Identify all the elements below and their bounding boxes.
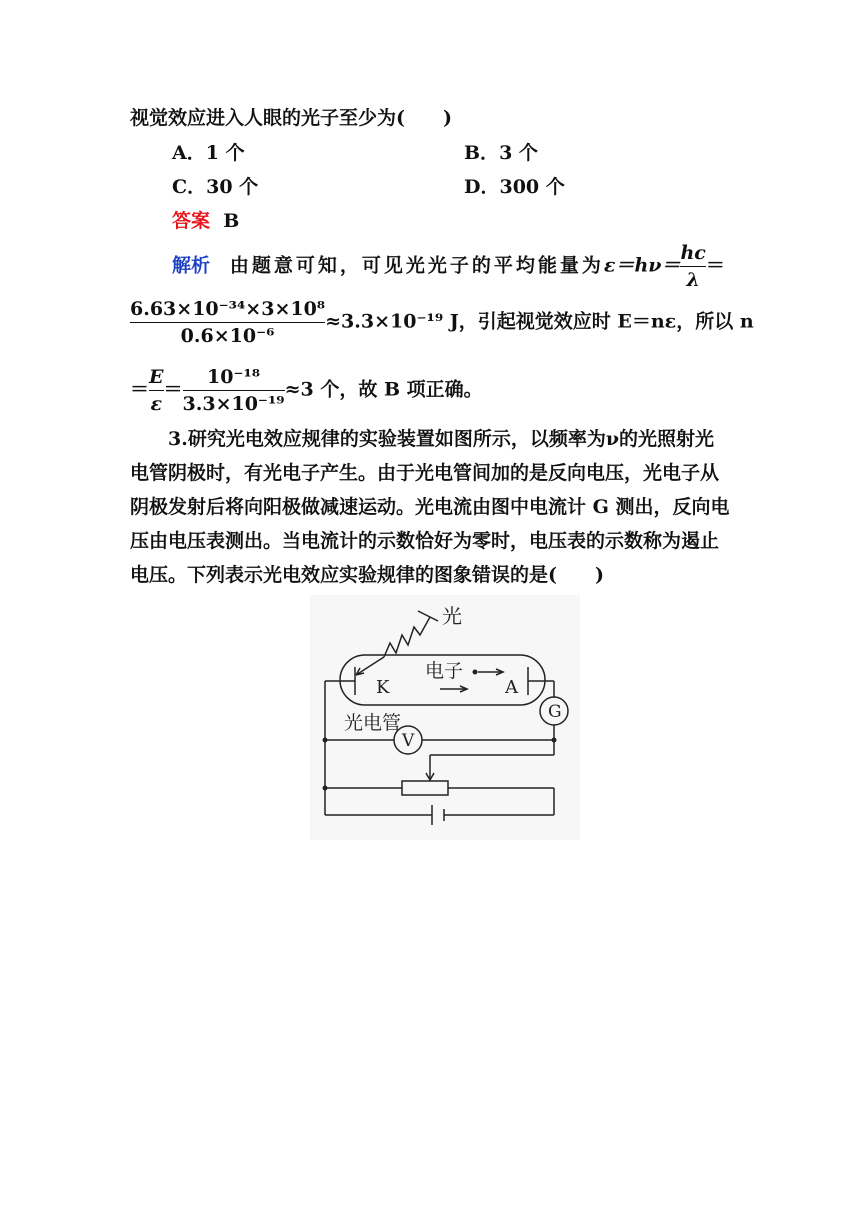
- energy-formula: ε＝hν＝: [603, 254, 681, 277]
- option-c: C．30 个: [172, 176, 259, 198]
- energy-calc-fraction: $\frac{\text{6.63×10⁻³⁴×3×10⁸}}{\text{0.6×10⁻⁶}}$: [130, 298, 326, 347]
- light-label: 光: [442, 604, 462, 628]
- hc-over-lambda: $\frac{hc}{\lambda}$: [680, 242, 706, 291]
- analysis-intro: 由题意可知，可见光光子的平均能量为: [229, 254, 604, 277]
- tube-label: 光电管: [344, 712, 402, 734]
- analysis-line-2: [130, 296, 754, 349]
- cathode-label: K: [376, 677, 390, 698]
- answer-label: 答案: [172, 210, 211, 232]
- option-b: B．3 个: [464, 142, 538, 164]
- photoelectric-circuit-diagram: [310, 595, 580, 840]
- conclusion: ≈3 个，故 B 项正确。: [284, 378, 483, 401]
- analysis-line-3: ＝ $\frac{E}{\varepsilon}$ ＝ $\frac{\text{10⁻¹⁸}}{\text{3.3×10⁻¹⁹}}$ ≈3 个，故 B 项正确。: [130, 366, 483, 415]
- option-a: A．1 个: [172, 142, 245, 164]
- analysis-label: 解析: [172, 254, 211, 277]
- energy-calc-result: ≈3.3×10⁻¹⁹ J，引起视觉效应时 E＝nε，所以 n: [325, 310, 754, 333]
- e-over-eps: $\frac{E}{\varepsilon}$: [149, 366, 164, 415]
- galvanometer-label: G: [548, 702, 562, 722]
- answer-value: B: [223, 210, 240, 232]
- voltmeter-label: V: [402, 731, 415, 751]
- electron-label: 电子: [425, 660, 464, 682]
- n-value-fraction: $\frac{\text{10⁻¹⁸}}{\text{3.3×10⁻¹⁹}}$: [182, 366, 285, 415]
- anode-label: A: [505, 677, 518, 698]
- question-stem: 视觉效应进入人眼的光子至少为( ): [130, 107, 452, 129]
- analysis-line-1: 解析 由题意可知，可见光光子的平均能量为ε＝hν＝ $\frac{hc}{\lambda}$ ＝: [172, 242, 725, 291]
- option-d: D．300 个: [464, 176, 565, 198]
- question-3-text: 3.研究光电效应规律的实验装置如图所示，以频率为ν的光照射光电管阴极时，有光电子产生。由于光电管间加的是反向电压，光电子从阴极发射后将向阳极做减速运动。光电流由图中电流计 G 测出，反向电压由电压表测出。当电流计的示数恰好为零时，电压表的示数称为遏止电压。下列表示光电效应实验规律的图象错误的是( ): [130, 428, 730, 586]
- answer-line: [172, 209, 239, 233]
